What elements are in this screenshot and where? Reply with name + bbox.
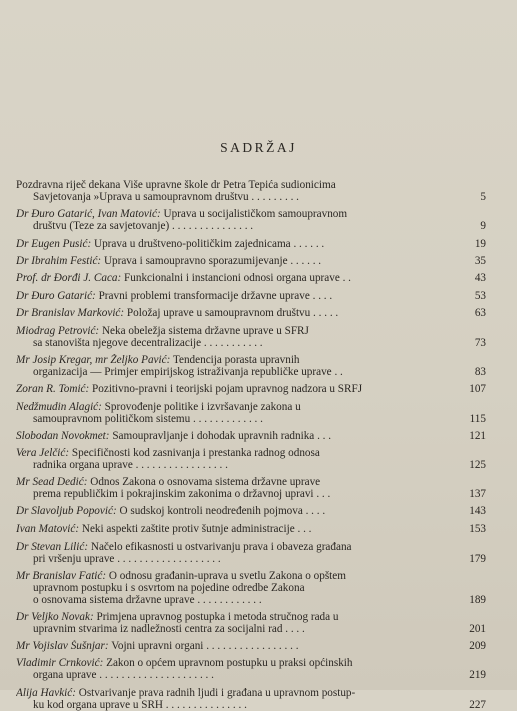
toc-entry-line xyxy=(16,523,446,535)
toc-entry-title: Neki aspekti zaštite protiv šutnje administracije . . . xyxy=(81,523,312,535)
toc-entry-title: pri vršenju uprave . . . . . . . . . . . . . . . . . . . xyxy=(33,553,221,565)
toc-entry-author: Dr Slavoljub Popović: xyxy=(16,505,117,517)
toc-entry-line xyxy=(16,541,446,553)
toc-entry xyxy=(16,208,486,232)
toc-entry xyxy=(16,290,486,302)
toc-entry-title: organizacija — Primjer empirijskog istraživanja republičke uprave . . xyxy=(33,366,343,378)
toc-entry-line xyxy=(16,669,463,681)
toc-entry-author: Mr Vojislav Šušnjar: xyxy=(16,640,109,652)
toc-entry-page-number: 143 xyxy=(469,505,486,517)
toc-entry xyxy=(16,476,486,500)
toc-entry-page-number: 125 xyxy=(469,459,486,471)
toc-entry xyxy=(16,640,486,652)
toc-entry xyxy=(16,255,486,267)
toc-entry-author: Alija Havkić: xyxy=(16,687,76,699)
toc-entry-author: Mr Branislav Fatić: xyxy=(16,570,107,582)
toc-entry-line xyxy=(16,488,463,500)
toc-entry xyxy=(16,354,486,378)
toc-entry-line xyxy=(16,366,463,378)
toc-entry-line xyxy=(16,570,446,582)
toc-entry-line xyxy=(16,594,463,606)
toc-entry-title: Pravni problemi transformacije državne uprave . . . . xyxy=(98,290,333,302)
toc-entry-author: Dr Branislav Marković: xyxy=(16,307,125,319)
toc-entry-line xyxy=(16,687,446,699)
toc-entry-title: Uprava i samoupravno sporazumijevanje . . . . . . xyxy=(103,255,322,267)
toc-entry-line xyxy=(16,623,463,635)
toc-entry-page-number: 209 xyxy=(469,640,486,652)
toc-entry-title: Položaj uprave u samoupravnom društvu . . . . . xyxy=(126,307,339,319)
toc-entry-author: Prof. dr Đorđi J. Caca: xyxy=(16,272,122,284)
toc-entry-line xyxy=(16,582,463,594)
toc-entry xyxy=(16,570,486,606)
toc-entry-title: društvu (Teze za savjetovanje) . . . . . . . . . . . . . . . xyxy=(33,220,254,232)
toc-entry-page-number: 227 xyxy=(469,699,486,711)
toc-entry-author: Mr Josip Kregar, mr Željko Pavić: xyxy=(16,354,171,366)
toc-entry-page-number: 219 xyxy=(469,669,486,681)
page-title: SADRŽAJ xyxy=(220,140,297,155)
toc-entry-line xyxy=(16,208,446,220)
toc-entry-line xyxy=(16,325,446,337)
toc-entry-author: Miodrag Petrović: xyxy=(16,325,100,337)
toc-entry-title: Načelo efikasnosti u ostvarivanju prava i obaveza građana xyxy=(90,541,352,553)
toc-entry xyxy=(16,383,486,395)
toc-entry-title: O odnosu građanin-uprava u svetlu Zakona o opštem xyxy=(108,570,346,582)
toc-entry-page-number: 73 xyxy=(474,337,486,349)
toc-entry xyxy=(16,505,486,517)
toc-entry-line xyxy=(16,238,446,250)
toc-entry-title: Uprava u socijalističkom samoupravnom xyxy=(163,208,348,220)
toc-entry-title: ku kod organa uprave u SRH . . . . . . . . . . . . . . . xyxy=(33,699,247,711)
toc-entry-line xyxy=(16,611,446,623)
toc-entry xyxy=(16,325,486,349)
toc-entry-line xyxy=(16,220,463,232)
toc-entry-line xyxy=(16,430,446,442)
toc-entry-line xyxy=(16,383,446,395)
toc-entry-page-number: 43 xyxy=(474,272,486,284)
toc-entry-title: samoupravnom političkom sistemu . . . . . . . . . . . . . xyxy=(33,413,263,425)
toc-entry-line xyxy=(16,255,446,267)
toc-entry xyxy=(16,179,486,203)
toc-entry-title: Neka obeležja sistema državne uprave u SFRJ xyxy=(101,325,309,337)
toc-entry-title: O sudskoj kontroli neodređenih pojmova . . . . xyxy=(119,505,326,517)
toc-entry-title: Uprava u društveno-političkim zajednicama . . . . . . xyxy=(94,238,325,250)
toc-entry-title: Tendencija porasta upravnih xyxy=(172,354,300,366)
toc-entry-title: o osnovama sistema državne uprave . . . . . . . . . . . . xyxy=(33,594,262,606)
toc-entry-title: Odnos Zakona o osnovama sistema državne uprave xyxy=(90,476,321,488)
toc-entry-page-number: 63 xyxy=(474,307,486,319)
toc-entry xyxy=(16,523,486,535)
toc-entry-author: Ivan Matović: xyxy=(16,523,80,535)
toc-entry xyxy=(16,687,486,711)
toc-entry-page-number: 53 xyxy=(474,290,486,302)
toc-entry-author: Dr Đuro Gatarić, Ivan Matović: xyxy=(16,208,161,220)
toc-entry-page-number: 5 xyxy=(480,191,486,203)
toc-entry-author: Vera Jelčić: xyxy=(16,447,70,459)
toc-entry-author: Vladimir Crnković: xyxy=(16,657,104,669)
toc-entry-title: upravnom postupku i s osvrtom na pojedine odredbe Zakona xyxy=(33,582,305,594)
toc-entry-line xyxy=(16,179,446,191)
toc-entry-title: Zakon o općem upravnom postupku u praksi općinskih xyxy=(106,657,353,669)
toc-entry-page-number: 9 xyxy=(480,220,486,232)
toc-entry-line xyxy=(16,447,446,459)
toc-entry-page-number: 179 xyxy=(469,553,486,565)
toc-entry-line xyxy=(16,699,463,711)
toc-entry-page-number: 19 xyxy=(474,238,486,250)
toc-entry-author: Dr Ibrahim Festić: xyxy=(16,255,102,267)
toc-entry-line xyxy=(16,640,446,652)
toc-entry xyxy=(16,272,486,284)
toc-entry-line xyxy=(16,401,446,413)
toc-entry-title: organa uprave . . . . . . . . . . . . . . . . . . . . . xyxy=(33,669,214,681)
toc-entry-page-number: 137 xyxy=(469,488,486,500)
toc-entry-line xyxy=(16,337,463,349)
toc-entry xyxy=(16,541,486,565)
toc-entry xyxy=(16,238,486,250)
toc-entry xyxy=(16,430,486,442)
toc-entry-line xyxy=(16,505,446,517)
toc-entry-line xyxy=(16,459,463,471)
toc-entry-author: Dr Đuro Gatarić: xyxy=(16,290,96,302)
toc-entry xyxy=(16,447,486,471)
toc-entry-title: sa stanovišta njegove decentralizacije . . . . . . . . . . . xyxy=(33,337,263,349)
toc-entry-line xyxy=(16,553,463,565)
toc-entry-title: Vojni upravni organi . . . . . . . . . . . . . . . . . xyxy=(111,640,299,652)
toc-entry-title: Pozdravna riječ dekana Više upravne škole dr Petra Tepića sudionicima xyxy=(16,179,336,191)
toc-entry-page-number: 121 xyxy=(469,430,486,442)
toc-entry-author: Dr Eugen Pusić: xyxy=(16,238,92,250)
toc-entry-author: Dr Veljko Novak: xyxy=(16,611,94,623)
toc-entry-page-number: 83 xyxy=(474,366,486,378)
toc-entry-line xyxy=(16,413,463,425)
toc-entry-title: prema republičkim i pokrajinskim zakonima o državnoj upravi . . . xyxy=(33,488,331,500)
toc-entry-title: Funkcionalni i instancioni odnosi organa uprave . . xyxy=(124,272,351,284)
toc-entry-author: Mr Sead Dedić: xyxy=(16,476,88,488)
toc-entry-title: upravnim stvarima iz nadležnosti centra za socijalni rad . . . . xyxy=(33,623,305,635)
toc-entry-page-number: 115 xyxy=(469,413,486,425)
toc-entry-author: Slobodan Novokmet: xyxy=(16,430,110,442)
toc-entry-title: radnika organa uprave . . . . . . . . . . . . . . . . . xyxy=(33,459,228,471)
toc-entry-title: Primjena upravnog postupka i metoda stručnog rada u xyxy=(96,611,339,623)
toc-entry-title: Samoupravljanje i dohodak upravnih radnika . . . xyxy=(112,430,332,442)
toc-entry-author: Zoran R. Tomić: xyxy=(16,383,90,395)
toc-entry-line xyxy=(16,307,446,319)
toc-entry-author: Nedžmudin Alagić: xyxy=(16,401,102,413)
toc-entry-title: Sprovođenje politike i izvršavanje zakona u xyxy=(104,401,301,413)
toc-entry-line xyxy=(16,272,446,284)
toc-entry-line xyxy=(16,290,446,302)
toc-entry-page-number: 201 xyxy=(469,623,486,635)
toc-entry-title: Savjetovanja »Uprava u samoupravnom društvu . . . . . . . . . xyxy=(33,191,299,203)
toc-entry-title: Specifičnosti kod zasnivanja i prestanka radnog odnosa xyxy=(71,447,320,459)
toc-entry-line xyxy=(16,657,446,669)
toc-entry-page-number: 189 xyxy=(469,594,486,606)
toc-entry xyxy=(16,611,486,635)
toc-entry xyxy=(16,657,486,681)
toc-entry-line xyxy=(16,191,463,203)
toc-entry-author: Dr Stevan Lilić: xyxy=(16,541,89,553)
toc-entry xyxy=(16,401,486,425)
toc-entry xyxy=(16,307,486,319)
toc-entry-page-number: 153 xyxy=(469,523,486,535)
toc-entry-page-number: 107 xyxy=(469,383,486,395)
toc-entry-line xyxy=(16,476,446,488)
toc-entry-line xyxy=(16,354,446,366)
toc-entry-page-number: 35 xyxy=(474,255,486,267)
toc-entry-title: Ostvarivanje prava radnih ljudi i građana u upravnom postup- xyxy=(78,687,356,699)
toc-entry-title: Pozitivno-pravni i teorijski pojam upravnog nadzora u SRFJ xyxy=(92,383,363,395)
